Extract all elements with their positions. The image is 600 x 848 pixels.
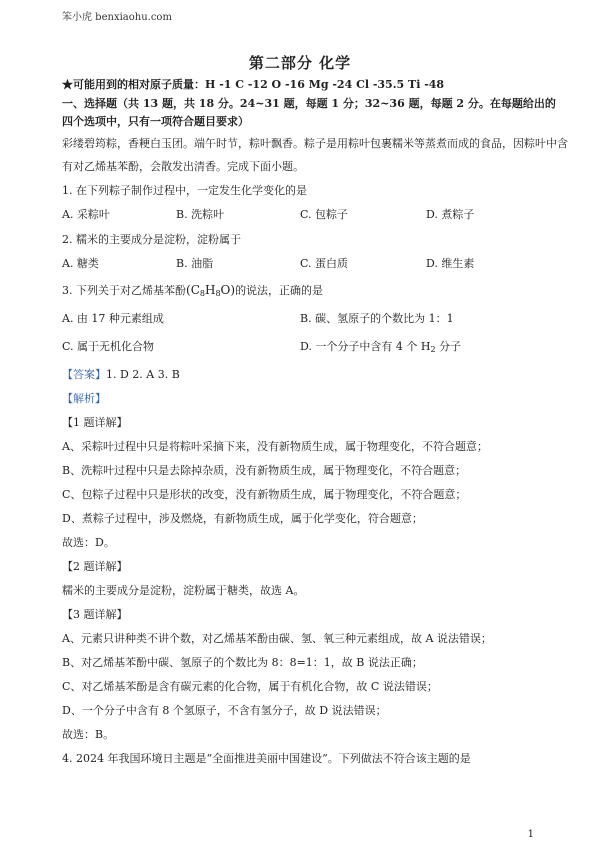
- answer-label: 【答案】: [62, 368, 106, 381]
- section-heading-line-2: 四个选项中，只有一项符合题目要求）: [62, 115, 249, 128]
- detail-3-d: D、一个分子中含有 8 个氢原子，不含有氢分子，故 D 说法错误；: [62, 704, 387, 717]
- question-2-option-c: C. 蛋白质: [300, 257, 349, 270]
- question-3-option-a: A. 由 17 种元素组成: [62, 312, 164, 325]
- question-2-option-d: D. 维生素: [426, 257, 475, 270]
- detail-1-choice: 故选：D。: [62, 536, 115, 549]
- question-3-option-c: C. 属于无机化合物: [62, 340, 155, 353]
- detail-3-choice: 故选：B。: [62, 728, 115, 741]
- question-2-option-a: A. 糖类: [62, 257, 99, 270]
- detail-2-label: 【2 题详解】: [62, 560, 128, 573]
- question-3-option-d: D. 一个分子中含有 4 个 $H_2$ 分子: [300, 340, 462, 354]
- detail-3-label: 【3 题详解】: [62, 608, 128, 621]
- chemical-formula: $(C_8H_8O)$: [186, 283, 236, 298]
- detail-2-text: 糯米的主要成分是淀粉，淀粉属于糖类，故选 A。: [62, 584, 305, 597]
- page-title: 第二部分 化学: [248, 54, 352, 72]
- intro-line-2: 有对乙烯基苯酚，会散发出清香。完成下面小题。: [62, 160, 304, 173]
- question-3-stem: [62, 283, 323, 301]
- intro-line-1: 彩缕碧筠粽，香粳白玉团。端午时节，粽叶飘香。粽子是用粽叶包裹糯米等蒸煮而成的食品，因粽叶中含: [62, 137, 568, 150]
- detail-3-c: C、对乙烯基苯酚是含有碳元素的化合物，属于有机化合物，故 C 说法错误；: [62, 680, 438, 693]
- question-1-option-d: D. 煮粽子: [426, 208, 475, 221]
- detail-1-c: C、包粽子过程中只是形状的改变，没有新物质生成，属于物理变化，不符合题意；: [62, 488, 467, 501]
- question-4-stem: 4. 2024 年我国环境日主题是“全面推进美丽中国建设”。下列做法不符合该主题的是: [62, 752, 471, 765]
- question-3-stem-pre: 3. 下列关于对乙烯基苯酚: [62, 284, 186, 297]
- detail-3-b: B、对乙烯基苯酚中碳、氢原子的个数比为 8：8=1：1，故 B 说法正确；: [62, 656, 423, 669]
- question-3-stem-post: 的说法，正确的是: [235, 284, 324, 297]
- analysis-label: 【解析】: [62, 392, 106, 405]
- question-3-option-b: B. 碳、氢原子的个数比为 1：1: [300, 312, 454, 325]
- answer-text: 1. D 2. A 3. B: [106, 368, 180, 381]
- section-heading-line-1: 一、选择题（共 13 题，共 18 分。24~31 题，每题 1 分；32~36 题，每题 2 分。在每题给出的: [62, 97, 556, 110]
- question-1-stem: 1. 在下列粽子制作过程中，一定发生化学变化的是: [62, 184, 307, 197]
- page-number: 1: [527, 829, 534, 840]
- atomic-mass-line: ★可能用到的相对原子质量：H -1 C -12 O -16 Mg -24 Cl -35.5 Ti -48: [62, 78, 445, 91]
- answer-line: [62, 368, 180, 382]
- question-1-option-a: A. 采粽叶: [62, 208, 110, 221]
- detail-3-a: A、元素只讲种类不讲个数，对乙烯基苯酚由碳、氢、氧三种元素组成，故 A 说法错误；: [62, 632, 492, 645]
- detail-1-a: A、采粽叶过程中只是将粽叶采摘下来，没有新物质生成，属于物理变化，不符合题意；: [62, 440, 488, 453]
- detail-1-d: D、煮粽子过程中，涉及燃烧，有新物质生成，属于化学变化，符合题意；: [62, 512, 423, 525]
- question-2-option-b: B. 油脂: [176, 257, 214, 270]
- watermark: 笨小虎 benxiaohu.com: [62, 12, 172, 23]
- question-1-option-c: C. 包粽子: [300, 208, 349, 221]
- detail-1-label: 【1 题详解】: [62, 416, 128, 429]
- question-2-stem: 2. 糯米的主要成分是淀粉，淀粉属于: [62, 233, 241, 246]
- question-1-option-b: B. 洗粽叶: [176, 208, 225, 221]
- detail-1-b: B、洗粽叶过程中只是去除掉杂质，没有新物质生成，属于物理变化，不符合题意；: [62, 464, 467, 477]
